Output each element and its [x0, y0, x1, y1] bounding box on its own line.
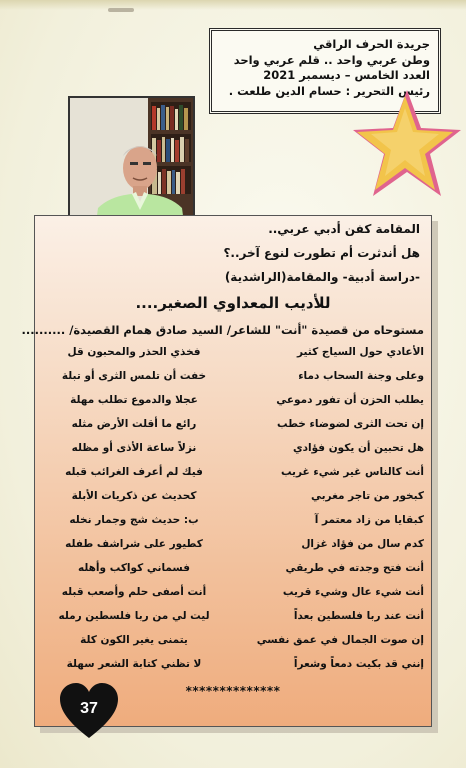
poem-verse — [40, 586, 424, 606]
verse-second-hemistich: عجلا والدموع تطلب مهلة — [70, 394, 198, 406]
verse-second-hemistich: خفت أن تلمس الثرى أو تبلة — [61, 370, 207, 382]
newspaper-slogan: وطن عربي واحد .. قلم عربي واحد — [233, 52, 430, 67]
article-intro-line: -دراسة أدبية- والمقامة(الراشدية) — [224, 270, 420, 284]
verse-second-hemistich: فسماني كواكب وأهله — [78, 562, 190, 574]
poem-source: مستوحاه من قصيدة "أنت" للشاعر/ السيد صادق همام القصيدة/ .......... — [21, 323, 424, 337]
verse-first-hemistich: وعلى وجنة السحاب دماء — [298, 370, 424, 382]
verse-first-hemistich: أنت فتح وجدته في طريقي — [285, 562, 424, 574]
poem-verse — [40, 658, 424, 678]
author-byline: للأديب المعداوي الصغير.... — [135, 294, 331, 312]
verse-first-hemistich: أنت عند ربا فلسطين بعداً — [293, 610, 424, 622]
page-top-edge — [0, 0, 466, 10]
verse-first-hemistich: إن صوت الجمال في عمق نفسي — [256, 634, 424, 646]
issue-info: العدد الخامس – ديسمبر 2021 — [263, 68, 430, 82]
poem-verse — [40, 370, 424, 390]
verse-second-hemistich: يتمنى يغير الكون كلة — [80, 634, 188, 646]
top-mark — [108, 8, 134, 12]
verse-first-hemistich: يطلب الحزن أن تفور دموعي — [276, 394, 424, 406]
verse-first-hemistich: كبقايا من زاد معتمر آ — [314, 514, 424, 526]
verse-first-hemistich: أنت شيء عال وشيء قريب — [282, 586, 424, 598]
poem-verse — [40, 466, 424, 486]
verse-first-hemistich: كبخور من تاجر مغربي — [310, 490, 424, 502]
editor-in-chief: رئيس التحرير : حسام الدين طلعت . — [228, 83, 430, 98]
verse-second-hemistich: فخذي الحذر والمحبون قل — [67, 346, 201, 358]
poem-verse — [40, 394, 424, 414]
poem-verse — [40, 514, 424, 534]
poem-verse — [40, 490, 424, 510]
verse-second-hemistich: رائع ما أقلت الأرض مثله — [71, 418, 197, 430]
separator-stars: ************** — [185, 684, 281, 698]
newspaper-name: جريدة الحرف الراقي — [313, 37, 430, 51]
verse-second-hemistich: ب: حديث شج وجمار نخله — [69, 514, 199, 526]
poem-verse — [40, 610, 424, 630]
article-intro-line: المقامة كفن أدبي عربي.. — [268, 222, 420, 236]
verse-second-hemistich: فيك لم أعرف الغرائب قبله — [65, 466, 203, 478]
poem-verse — [40, 418, 424, 438]
poem-verse — [40, 442, 424, 462]
verse-second-hemistich: ليت لي من ربا فلسطين رمله — [58, 610, 210, 622]
poem-verse — [40, 634, 424, 654]
poem-verse — [40, 538, 424, 558]
verse-second-hemistich: كحديث عن ذكريات الأبلة — [71, 490, 197, 502]
article-intro-line: هل أندثرت أم تطورت لنوع آخر..؟ — [223, 246, 420, 260]
star-icon — [345, 86, 465, 204]
page-number: 37 — [80, 700, 98, 717]
verse-first-hemistich: إنني قد بكيت دمعاً وشعراً — [293, 658, 424, 670]
verse-first-hemistich: هل تحبين أن يكون فؤادي — [292, 442, 424, 454]
verse-first-hemistich: أنت كالناس غير شيء غريب — [280, 466, 424, 478]
verse-second-hemistich: لا تظني كتابة الشعر سهلة — [66, 658, 202, 670]
verse-first-hemistich: كدم سال من فؤاد غزال — [301, 538, 424, 550]
verse-second-hemistich: نزلاً ساعة الأذى أو مظله — [71, 442, 197, 454]
verse-second-hemistich: أنت أصفى حلم وأصعب قبله — [61, 586, 207, 598]
poem-verse — [40, 562, 424, 582]
verse-first-hemistich: الأعادي حول السياج كثير — [296, 346, 424, 358]
poem-verse — [40, 346, 424, 366]
verse-second-hemistich: كطيور على شراشف طفله — [65, 538, 203, 550]
verse-first-hemistich: إن تحت الثرى لضوضاء خطب — [276, 418, 424, 430]
